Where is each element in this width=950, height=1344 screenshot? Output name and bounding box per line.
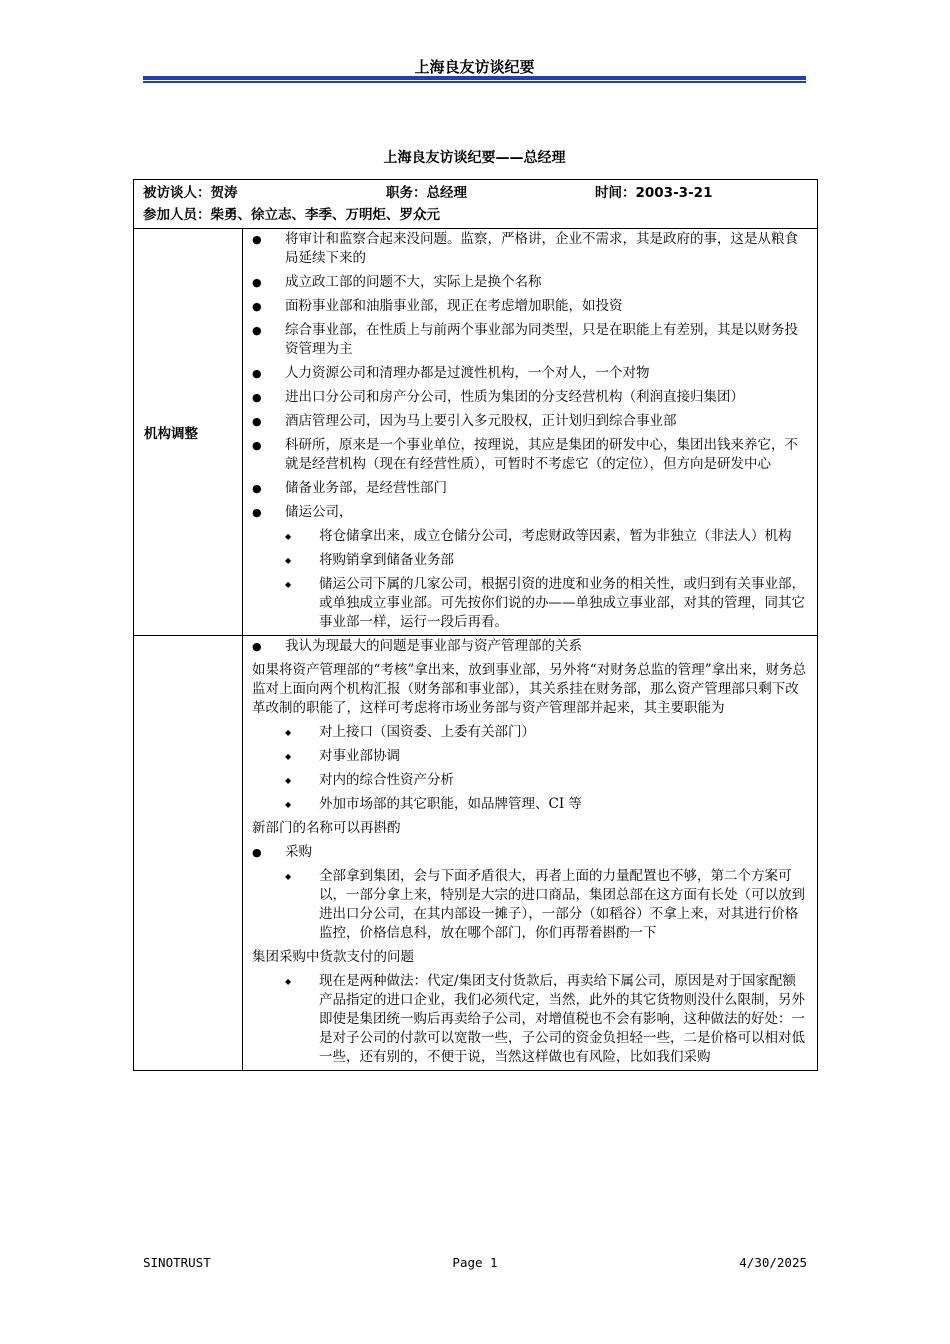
list-item: ● 我认为现最大的问题是事业部与资产管理部的关系 [252, 637, 809, 656]
list-item: ● 酒店管理公司，因为马上要引入多元股权，正计划归到综合事业部 [252, 412, 809, 431]
list-item: ● 采购 [252, 843, 809, 862]
sub-list-item: ◆ 对内的综合性资产分析 [252, 771, 809, 790]
section-content [243, 229, 818, 636]
sub-list-item: ◆ 对上接口（国资委、上委有关部门） [252, 723, 809, 742]
footer-date: 4/30/2025 [739, 1255, 807, 1270]
list-item: ● 进出口分公司和房产分公司，性质为集团的分支经营机构（利润直接归集团） [252, 388, 809, 407]
position: 职务：总经理 [386, 185, 467, 201]
footer-company: SINOTRUST [143, 1255, 211, 1270]
sub-list-item: ◆ 将仓储拿出来，成立仓储分公司，考虑财政等因素，暂为非独立（非法人）机构 [252, 527, 809, 546]
sub-list-item: ◆ 对事业部协调 [252, 747, 809, 766]
interviewee: 被访谈人：贺涛 [143, 185, 238, 201]
list-item: ● 科研所，原来是一个事业单位，按理说，其应是集团的研发中心，集团出钱来养它，不就是经营机构（现在有经营性质），可暂时不考虑它（的定位），但方向是研发中心 [252, 436, 809, 474]
sub-list-item: ◆ 储运公司下属的几家公司，根据引资的进度和业务的相关性，或归到有关事业部，或单独成立事业部。可先按你们说的办——单独成立事业部，对其的管理，同其它事业部一样，运行一段后再看。 [252, 575, 809, 632]
paragraph: 如果将资产管理部的“考核”拿出来，放到事业部，另外将“对财务总监的管理”拿出来，财务总监对上面向两个机构汇报（财务部和事业部），其关系挂在财务部，那么资产管理部只剩下改革改制的职能了，这样可考虑将市场业务部与资产管理部并起来，其主要职能为 [252, 662, 807, 716]
participants: 参加人员：柴勇、徐立志、李季、万明炬、罗众元 [143, 207, 440, 223]
info-cell [134, 180, 818, 229]
document-title: 上海良友访谈纪要——总经理 [383, 150, 566, 166]
interview-time: 时间：2003-3-21 [595, 185, 713, 201]
section-label-empty [134, 636, 243, 1071]
info-row [134, 180, 818, 229]
footer-page-number: Page 1 [452, 1255, 498, 1270]
paragraph: 集团采购中货款支付的问题 [252, 949, 414, 965]
list-item: ● 综合事业部，在性质上与前两个事业部为同类型，只是在职能上有差别，其是以财务投资管理为主 [252, 321, 809, 359]
list-item: ● 成立政工部的问题不大，实际上是换个名称 [252, 273, 809, 292]
section-row-org-adjust [134, 229, 818, 636]
section-content [243, 636, 818, 1071]
page-header-title: 上海良友访谈纪要 [414, 58, 535, 76]
header-rule-thick [143, 76, 806, 80]
header-rule-thin [143, 81, 806, 83]
list-item: ● 储运公司， [252, 503, 809, 522]
sub-list-item: ◆ 外加市场部的其它职能，如品牌管理、CI 等 [252, 795, 809, 814]
interview-table [133, 179, 818, 1071]
list-item: ● 人力资源公司和清理办都是过渡性机构，一个对人，一个对物 [252, 364, 809, 383]
sub-list-item: ◆ 全部拿到集团，会与下面矛盾很大，再者上面的力量配置也不够，第二个方案可以，一部分拿上来，特别是大宗的进口商品，集团总部在这方面有长处（可以放到进出口分公司，在其内部设一摊子），一部分（如稻谷）不拿上来，对其进行价格监控，价格信息科，放在哪个部门，你们再帮着斟酌一下 [252, 867, 809, 943]
sub-list-item: ◆ 将购销拿到储备业务部 [252, 551, 809, 570]
section-row-asset-management [134, 636, 818, 1071]
sub-list-item: ◆ 现在是两种做法：代定/集团支付货款后，再卖给下属公司，原因是对于国家配额产品指定的进口企业，我们必须代定，当然，此外的其它货物则没什么限制，另外即使是集团统一购后再卖给子公司，对增值税也不会有影响，这种做法的好处：一是对子公司的付款可以宽散一些，子公司的资金负担轻一些，二是价格可以相对低一些，还有别的，不便于说，当然这样做也有风险，比如我们采购 [252, 972, 809, 1067]
list-item: ● 储备业务部，是经营性部门 [252, 479, 809, 498]
section-label: 机构调整 [134, 229, 243, 636]
list-item: ● 将审计和监察合起来没问题。监察，严格讲，企业不需求，其是政府的事，这是从粮食局延续下来的 [252, 230, 809, 268]
list-item: ● 面粉事业部和油脂事业部，现正在考虑增加职能，如投资 [252, 297, 809, 316]
paragraph: 新部门的名称可以再斟酌 [252, 820, 401, 836]
